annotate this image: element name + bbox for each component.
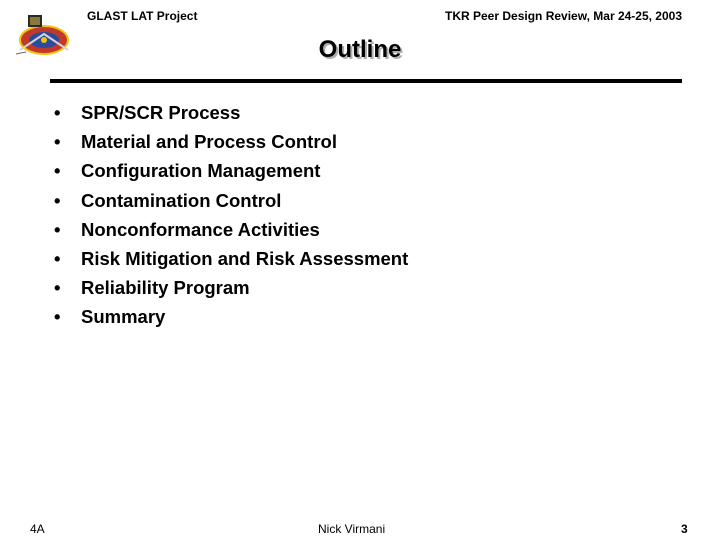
- list-item-text: Risk Mitigation and Risk Assessment: [81, 247, 409, 269]
- list-item: [54, 244, 408, 273]
- header-project: GLAST LAT Project: [87, 9, 198, 23]
- bullet-icon: •: [54, 306, 61, 328]
- slide-title: Outline: [318, 36, 402, 63]
- bullet-icon: •: [54, 102, 61, 123]
- list-item-text: Reliability Program: [81, 277, 250, 299]
- list-item-text: Configuration Management: [81, 160, 321, 182]
- list-item-text: Nonconformance Activities: [81, 218, 320, 240]
- bullet-icon: •: [54, 277, 61, 299]
- list-item-text: Summary: [81, 306, 166, 328]
- list-item-text: SPR/SCR Process: [81, 102, 241, 123]
- bullet-icon: •: [54, 247, 61, 269]
- bullet-icon: •: [54, 131, 61, 153]
- footer-presenter: Nick Virmani: [318, 522, 386, 536]
- bullet-icon: •: [54, 218, 61, 240]
- list-item: [54, 215, 408, 244]
- list-item-text: Material and Process Control: [81, 131, 337, 153]
- list-item-text: Contamination Control: [81, 189, 282, 211]
- footer-section-id: 4A: [30, 522, 45, 536]
- bullet-icon: •: [54, 189, 61, 211]
- title-divider: [50, 79, 682, 83]
- outline-list: [54, 98, 408, 332]
- list-item: [54, 186, 408, 215]
- bullet-icon: •: [54, 160, 61, 182]
- header-review: TKR Peer Design Review, Mar 24-25, 2003: [445, 9, 682, 23]
- page-number: 3: [681, 522, 688, 536]
- list-item: [54, 127, 408, 156]
- list-item: [54, 98, 408, 127]
- list-item: [54, 302, 408, 331]
- list-item: [54, 156, 408, 185]
- list-item: [54, 273, 408, 302]
